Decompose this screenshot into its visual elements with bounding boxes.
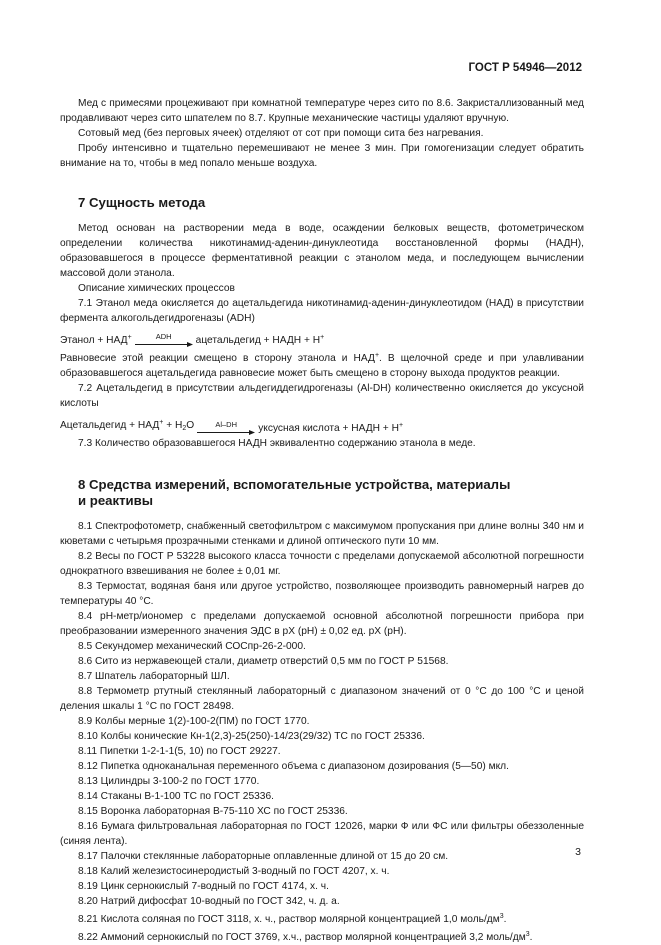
page-number: 3 <box>575 846 581 858</box>
list-item: 8.16 Бумага фильтровальная лабораторная по ГОСТ 12026, марки Ф или ФС или фильтры обеззоленные (синяя лента). <box>60 821 584 847</box>
clause-7-2: 7.2 Ацетальдегид в присутствии альдегиддегидрогеназы (Al-DH) количественно окисляется до уксусной кислоты <box>60 383 584 409</box>
section-8-heading: 8 Средства измерений, вспомогательные устройства, материалы и реактивы <box>78 477 511 508</box>
right-arrow-icon <box>197 429 255 436</box>
enzyme-label-aldh: Al–DH <box>215 420 238 429</box>
section-8 <box>60 477 584 945</box>
reaction-equation-1 <box>60 330 584 348</box>
list-item: 8.22 Аммоний сернокислый по ГОСТ 3769, х.ч., раствор молярной концентрацией 3,2 моль/$дм^3$. <box>78 931 533 943</box>
equipment-list <box>60 519 584 909</box>
intro-paragraph-3: Пробу интенсивно и тщательно перемешивают не менее 3 мин. При гомогенизации следует обратить внимание на то, чтобы в мед попало меньше воздуха. <box>60 143 584 169</box>
list-item: 8.13 Цилиндры 3-100-2 по ГОСТ 1770. <box>78 776 260 787</box>
right-arrow-icon <box>135 341 193 348</box>
reaction-arrow-2 <box>197 421 255 436</box>
list-item: 8.3 Термостат, водяная баня или другое устройство, позволяющее производить равномерный нагрев до температуры 40 °С. <box>60 581 584 607</box>
list-item: 8.2 Весы по ГОСТ Р 53228 высокого класса точности с пределами допускаемой абсолютной погрешности однократного взвешивания не более ± 0,01 мг. <box>60 551 584 577</box>
equation-2-products: уксусная кислота + НАДН + Н+ <box>258 422 404 434</box>
document-header: ГОСТ Р 54946—2012 <box>468 62 582 74</box>
reaction-arrow-1 <box>135 333 193 348</box>
page-content <box>60 96 584 945</box>
clause-7-3: 7.3 Количество образовавшегося НАДН эквивалентно содержанию этанола в меде. <box>78 438 476 449</box>
list-item: 8.15 Воронка лабораторная В-75-110 ХС по ГОСТ 25336. <box>78 806 348 817</box>
list-item: 8.18 Калий железистосинеродистый 3-водный по ГОСТ 4207, х. ч. <box>78 866 390 877</box>
equilibrium-paragraph: Равновесие этой реакции смещено в сторону этанола и НАД+. В щелочной среде и при улавливании образовавшегося ацетальдегида равновесие может быть смещено в сторону выхода продуктов реакции. <box>60 352 584 379</box>
intro-paragraph-2: Сотовый мед (без перговых ячеек) отделяют от сот при помощи сита без нагревания. <box>78 128 484 139</box>
list-item: 8.19 Цинк сернокислый 7-водный по ГОСТ 4174, х. ч. <box>78 881 329 892</box>
list-item: 8.12 Пипетка одноканальная переменного объема с диапазоном дозирования (5—50) мкл. <box>78 761 509 772</box>
intro-paragraph-1: Мед с примесями процеживают при комнатной температуре через сито по 8.6. Закристаллизованный мед продавливают через сито шпателем по 8.7. Крупные механические частицы удаляют вручную. <box>60 98 584 124</box>
list-item: 8.1 Спектрофотометр, снабженный светофильтром с максимумом пропускания при длине волны 340 нм и кюветами с четырьмя прозрачными стенками и длиной оптического пути 10 мм. <box>60 521 584 547</box>
list-item: 8.10 Колбы конические Кн-1(2,3)-25(250)-14/23(29/32) ТС по ГОСТ 25336. <box>78 731 425 742</box>
section-7-paragraph-1: Метод основан на растворении меда в воде, осаждении белковых веществ, фотометрическом определении количества никотинамид-аденин-динуклеотида восстановленной формы (НАДН), образовавшегося в процессе ферментативной реакции с этанолом меда, и последующем вычислении массовой доли этанола. <box>60 223 584 279</box>
list-item: 8.9 Колбы мерные 1(2)-100-2(ПМ) по ГОСТ 1770. <box>78 716 310 727</box>
section-7-heading: 7 Сущность метода <box>78 195 206 210</box>
list-item: 8.4 pH-метр/иономер с пределами допускаемой основной абсолютной погрешности прибора при преобразовании измеренного значения ЭДС в рХ (рН) ± 0,02 ед. рХ (рН). <box>60 611 584 637</box>
section-7-paragraph-2: Описание химических процессов <box>78 283 235 294</box>
list-item: 8.5 Секундомер механический СОСпр-26-2-000. <box>78 641 306 652</box>
reaction-equation-2 <box>60 415 584 436</box>
list-item: 8.11 Пипетки 1-2-1-1(5, 10) по ГОСТ 29227. <box>78 746 281 757</box>
list-item: 8.14 Стаканы В-1-100 ТС по ГОСТ 25336. <box>78 791 274 802</box>
list-item: 8.17 Палочки стеклянные лабораторные оплавленные длиной от 15 до 20 см. <box>78 851 449 862</box>
list-item: 8.7 Шпатель лабораторный ШЛ. <box>78 671 230 682</box>
intro-block <box>60 96 584 171</box>
equation-1-reactants: Этанол + НАД+ <box>60 334 132 346</box>
list-item: 8.8 Термометр ртутный стеклянный лабораторный с диапазоном значений от 0 °С до 100 °С и ценой деления шкалы 1 °С по ГОСТ 28498. <box>60 686 584 712</box>
enzyme-label-adh: ADH <box>155 332 172 341</box>
list-item: 8.20 Натрий дифосфат 10-водный по ГОСТ 342, ч. д. а. <box>78 896 340 907</box>
list-item: 8.21 Кислота соляная по ГОСТ 3118, х. ч., раствор молярной концентрацией 1,0 моль/$дм^3$. <box>78 913 507 925</box>
equation-1-products: ацетальдегид + НАДН + Н+ <box>195 334 325 346</box>
equation-2-reactants: Ацетальдегид + $НАД^+ + Н_2О$ <box>60 419 195 432</box>
list-item: 8.6 Сито из нержавеющей стали, диаметр отверстий 0,5 мм по ГОСТ Р 51568. <box>78 656 449 667</box>
clause-7-1: 7.1 Этанол меда окисляется до ацетальдегида никотинамид-аденин-динуклеотидом (НАД) в присутствии фермента алкогольдегидрогеназы (ADH) <box>60 298 584 324</box>
